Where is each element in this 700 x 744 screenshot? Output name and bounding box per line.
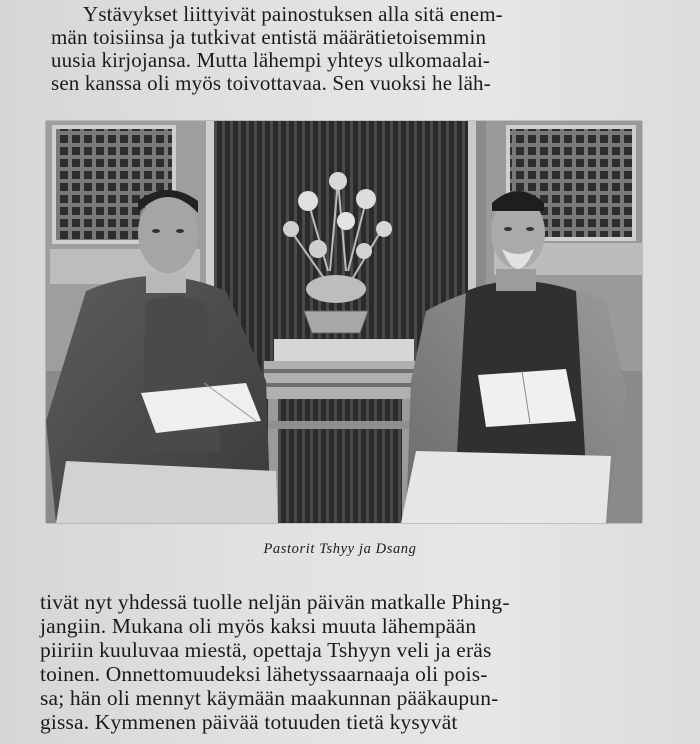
photograph-two-pastors: [46, 121, 642, 523]
text-line: sen kanssa oli myös toivottavaa. Sen vuoksi he läh-: [51, 71, 491, 95]
text-line: piiriin kuuluvaa miestä, opettaja Tshyyn veli ja eräs: [40, 638, 492, 662]
caption-text: Pastorit Tshyy ja Dsang: [263, 541, 417, 557]
text-line: tivät nyt yhdessä tuolle neljän päivän matkalle Phing-: [40, 590, 510, 614]
photo-caption: [0, 541, 700, 558]
text-line: gissa. Kymmenen päivää totuuden tietä kysyvät: [40, 710, 458, 734]
text-line: uusia kirjojansa. Mutta lähempi yhteys ulkomaalai-: [51, 48, 491, 72]
text-line: män toisiinsa ja tutkivat entistä määrätietoisemmin: [51, 25, 487, 49]
text-line: Ystävykset liittyivät painostuksen alla sitä enem-: [83, 2, 503, 26]
text-line: sa; hän oli mennyt käymään maakunnan pääkaupun-: [40, 686, 499, 710]
text-line: toinen. Onnettomuudeksi lähetyssaarnaaja oli pois-: [40, 662, 488, 686]
text-line: jangiin. Mukana oli myös kaksi muuta lähempään: [40, 614, 477, 638]
